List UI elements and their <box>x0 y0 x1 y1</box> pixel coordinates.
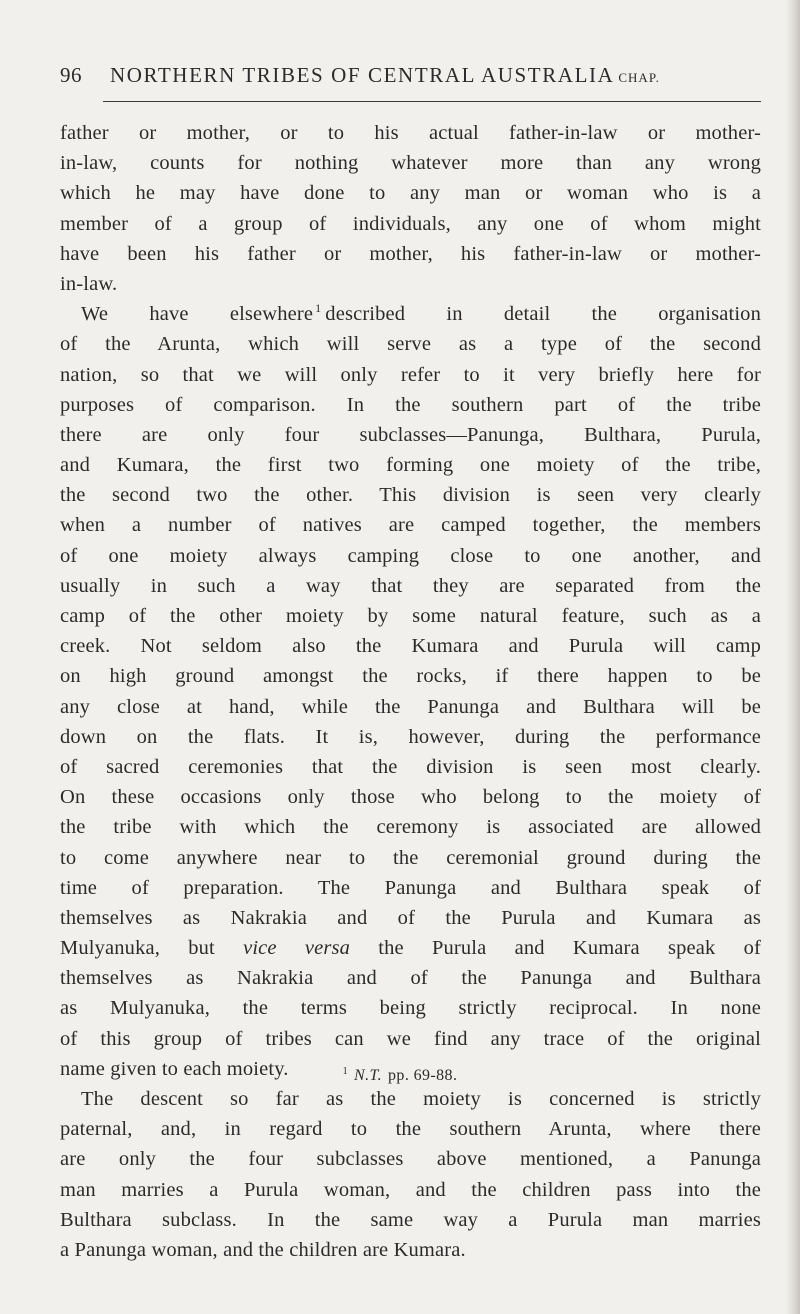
text-line: of one moiety always camping close to one another, and <box>60 544 761 567</box>
text-line: themselves as Nakrakia and of the Panunga and Bulthara <box>60 967 761 990</box>
text-line: down on the flats. It is, however, during the performance <box>60 725 761 748</box>
text-line: any close at hand, while the Panunga and Bulthara will be <box>60 695 761 718</box>
text-line: on high ground amongst the rocks, if there happen to be <box>60 665 761 688</box>
text-line <box>60 299 761 329</box>
text-line: in-law. <box>60 272 118 295</box>
text-line: the tribe with which the ceremony is associated are allowed <box>60 816 761 839</box>
text-line: and Kumara, the first two forming one moiety of the tribe, <box>60 454 761 477</box>
chapter-abbrev: CHAP. <box>618 70 660 85</box>
text-line: nation, so that we will only refer to it very briefly here for <box>60 363 761 386</box>
page-number: 96 <box>60 63 82 87</box>
text-line: member of a group of individuals, any one of whom might <box>60 212 761 235</box>
footnote-number: 1 <box>342 1065 349 1077</box>
text-line: The descent so far as the moiety is concerned is strictly <box>81 1088 761 1110</box>
footnote-abbrev: N.T. <box>354 1067 383 1084</box>
text-line: when a number of natives are camped together, the members <box>60 514 761 537</box>
footnote <box>0 1067 800 1085</box>
text-fragment: Mulyanuka, but <box>60 937 215 960</box>
text-fragment: described in detail the organisation <box>325 303 761 326</box>
text-line: as Mulyanuka, the terms being strictly reciprocal. In none <box>60 997 761 1020</box>
text-line: father or mother, or to his actual father-in-law or mother- <box>60 122 761 144</box>
text-line: time of preparation. The Panunga and Bulthara speak of <box>60 876 761 899</box>
text-line: there are only four subclasses—Panunga, Bulthara, Purula, <box>60 423 761 446</box>
running-title <box>110 63 660 88</box>
text-line: in-law, counts for nothing whatever more than any wrong <box>60 152 761 175</box>
page-header <box>60 63 760 99</box>
text-line: have been his father or mother, his father-in-law or mother- <box>60 242 761 265</box>
running-title-text: NORTHERN TRIBES OF CENTRAL AUSTRALIA <box>110 63 615 87</box>
text-line: of sacred ceremonies that the division is seen most clearly. <box>60 755 761 778</box>
text-line: the second two the other. This division is seen very clearly <box>60 484 761 507</box>
page-edge-shadow <box>786 0 800 1314</box>
text-line: usually in such a way that they are separated from the <box>60 574 761 597</box>
text-line: camp of the other moiety by some natural feature, such as a <box>60 605 761 627</box>
text-line: themselves as Nakrakia and of the Purula and Kumara as <box>60 906 761 929</box>
text-line: purposes of comparison. In the southern part of the tribe <box>60 393 761 416</box>
text-line: creek. Not seldom also the Kumara and Purula will camp <box>60 635 761 658</box>
text-line: name given to each moiety. <box>60 1057 289 1080</box>
footnote-reference: 1 <box>315 301 322 316</box>
text-line: On these occasions only those who belong to the moiety of <box>60 786 761 809</box>
text-line: Bulthara subclass. In the same way a Purula man marries <box>60 1208 761 1231</box>
text-line: to come anywhere near to the ceremonial ground during the <box>60 846 761 869</box>
text-line: man marries a Purula woman, and the children pass into the <box>60 1178 761 1201</box>
text-line: a Panunga woman, and the children are Kumara. <box>60 1238 466 1261</box>
text-line: of the Arunta, which will serve as a type of the second <box>60 333 761 356</box>
text-fragment: We have elsewhere <box>81 303 314 326</box>
text-line: are only the four subclasses above mentioned, a Panunga <box>60 1148 761 1171</box>
body-text <box>60 118 761 1265</box>
text-fragment: the Purula and Kumara speak of <box>378 937 762 960</box>
text-line <box>60 933 761 963</box>
italic-phrase: vice versa <box>243 937 351 960</box>
text-line: of this group of tribes can we find any trace of the original <box>60 1027 761 1050</box>
text-line: which he may have done to any man or woman who is a <box>60 182 761 205</box>
header-rule <box>103 101 761 102</box>
text-line: paternal, and, in regard to the southern Arunta, where there <box>60 1118 761 1141</box>
footnote-pages: pp. 69-88. <box>388 1067 458 1084</box>
